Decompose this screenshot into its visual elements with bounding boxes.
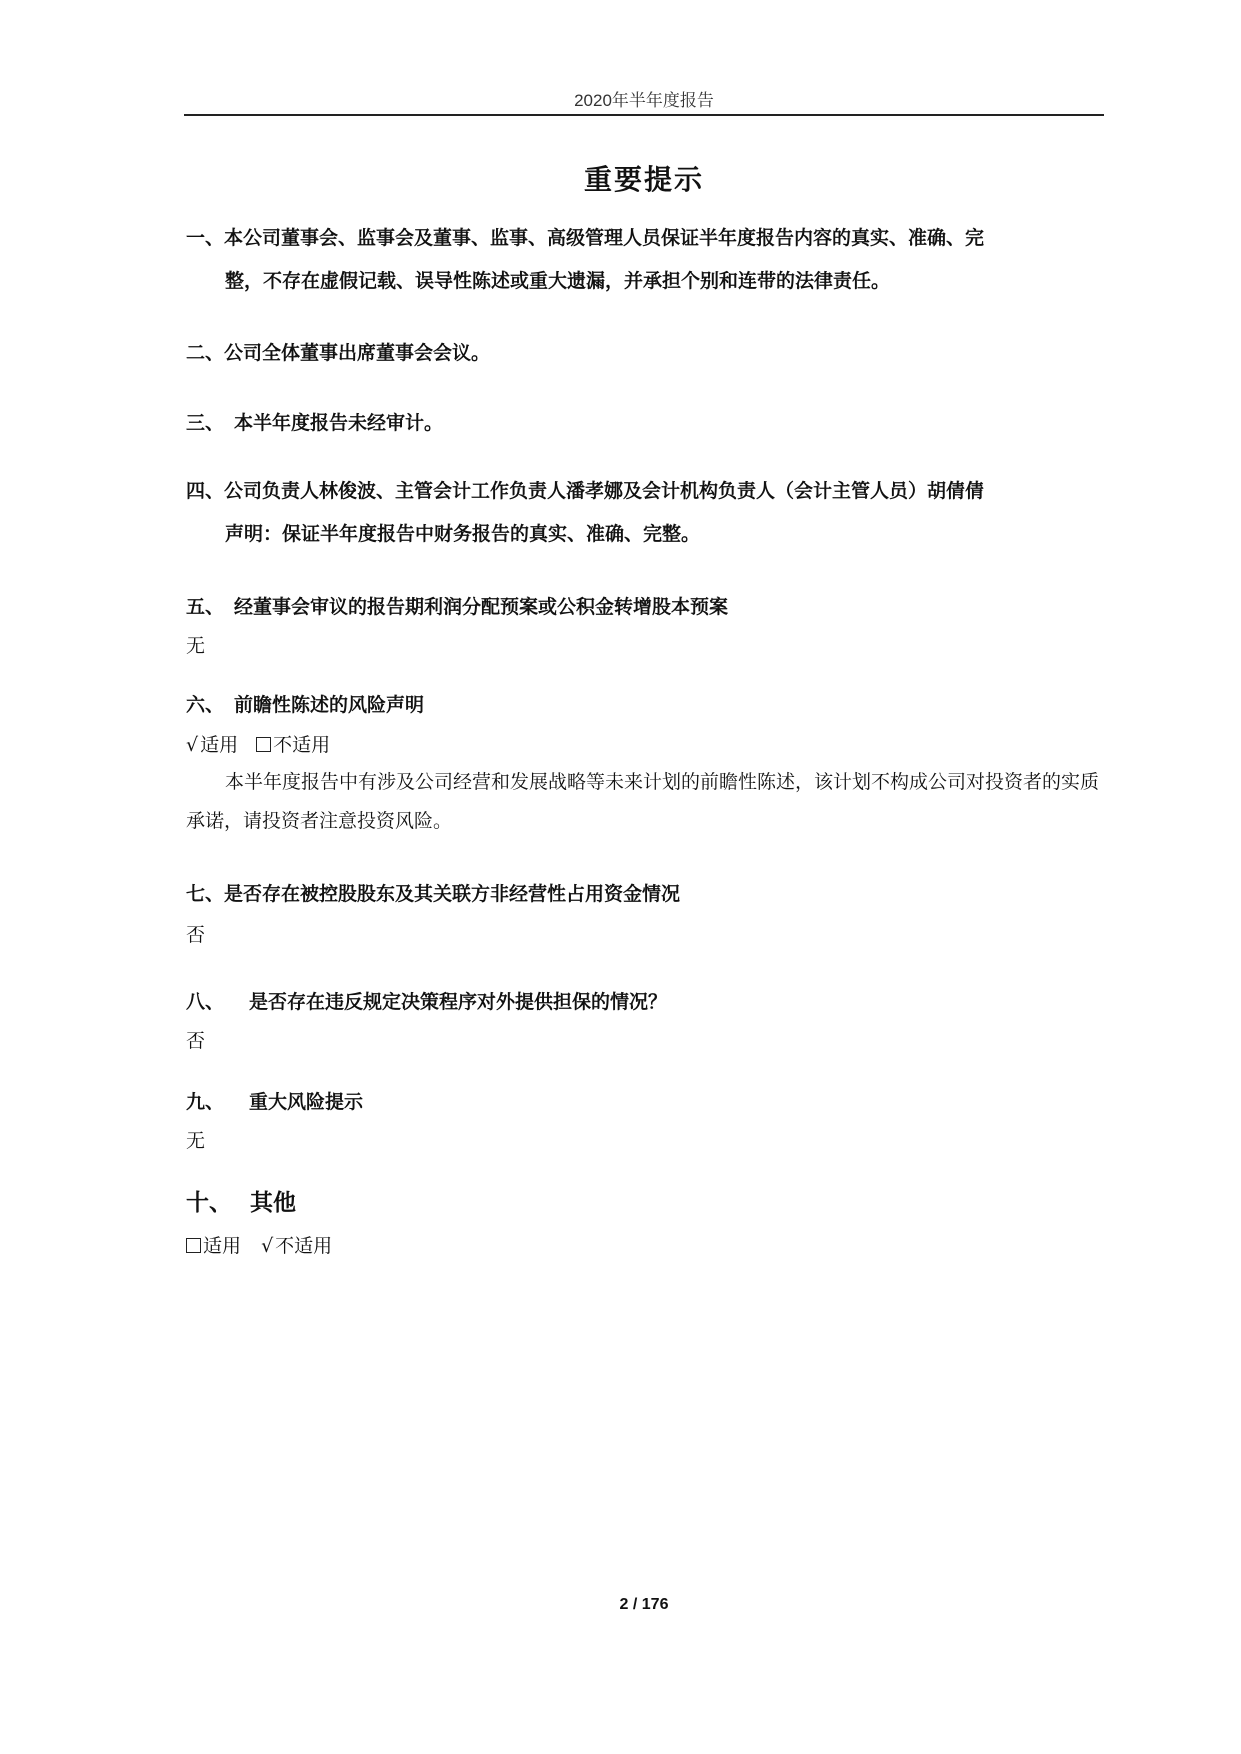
item-6-text: 前瞻性陈述的风险声明: [234, 694, 425, 716]
item-8: [186, 981, 1106, 1024]
item-9-answer: 无: [186, 1130, 206, 1152]
item-8-number: 八、: [186, 991, 225, 1013]
header-divider: [184, 114, 1104, 116]
item-8-answer: 否: [186, 1030, 206, 1052]
item-6-number: 六、: [186, 694, 225, 716]
item-1: [186, 217, 1106, 303]
check-mark-icon: √: [186, 734, 199, 756]
item-9: [186, 1081, 1106, 1124]
item-5: [186, 586, 1106, 629]
item-6-paragraph: 本半年度报告中有涉及公司经营和发展战略等未来计划的前瞻性陈述，该计划不构成公司对投资者的实质承诺，请投资者注意投资风险。: [186, 771, 1100, 832]
item-7-text: 是否存在被控股股东及其关联方非经营性占用资金情况: [224, 883, 681, 905]
page-number: 2 / 176: [619, 1596, 669, 1613]
item-5-text: 经董事会审议的报告期利润分配预案或公积金转增股本预案: [234, 596, 729, 618]
item-1-line2: 整，不存在虚假记载、误导性陈述或重大遗漏，并承担个别和连带的法律责任。: [225, 270, 891, 292]
page-header: 2020年半年度报告: [574, 91, 714, 110]
item-9-number: 九、: [186, 1091, 225, 1113]
item-5-answer: 无: [186, 635, 206, 657]
option-not-applicable-label: 不适用: [273, 734, 331, 756]
item-1-line1: 本公司董事会、监事会及董事、监事、高级管理人员保证半年度报告内容的真实、准确、完: [224, 227, 985, 249]
page-title: 重要提示: [583, 163, 704, 196]
option-applicable-label: 适用: [203, 1235, 242, 1257]
option-not-applicable-label: 不适用: [275, 1235, 333, 1257]
item-3: [186, 402, 1106, 445]
option-applicable-label: 适用: [200, 734, 239, 756]
item-4: [186, 470, 1106, 556]
item-5-number: 五、: [186, 596, 225, 618]
empty-checkbox-icon: [186, 1238, 201, 1253]
item-7-number: 七、: [186, 883, 225, 905]
item-9-text: 重大风险提示: [249, 1091, 364, 1113]
item-10-number: 十、: [186, 1190, 232, 1216]
item-7-answer: 否: [186, 924, 206, 946]
item-2: [186, 332, 1106, 375]
item-3-number: 三、: [186, 412, 225, 434]
item-4-line1: 公司负责人林俊波、主管会计工作负责人潘孝娜及会计机构负责人（会计主管人员）胡倩倩: [224, 480, 985, 502]
item-10-options: [186, 1228, 332, 1264]
check-mark-icon: √: [261, 1235, 274, 1257]
empty-checkbox-icon: [256, 737, 271, 752]
item-10: [186, 1182, 1106, 1225]
item-4-number: 四、: [186, 480, 225, 502]
item-6: [186, 684, 1106, 727]
item-1-number: 一、: [186, 227, 225, 249]
item-3-text: 本半年度报告未经审计。: [234, 412, 444, 434]
item-4-line2: 声明：保证半年度报告中财务报告的真实、准确、完整。: [225, 523, 701, 545]
item-10-text: 其他: [250, 1190, 296, 1216]
item-6-options: [186, 727, 330, 763]
item-2-text: 公司全体董事出席董事会会议。: [224, 342, 491, 364]
item-8-text: 是否存在违反规定决策程序对外提供担保的情况？: [249, 991, 668, 1013]
item-2-number: 二、: [186, 342, 225, 364]
item-7: [186, 873, 1106, 916]
